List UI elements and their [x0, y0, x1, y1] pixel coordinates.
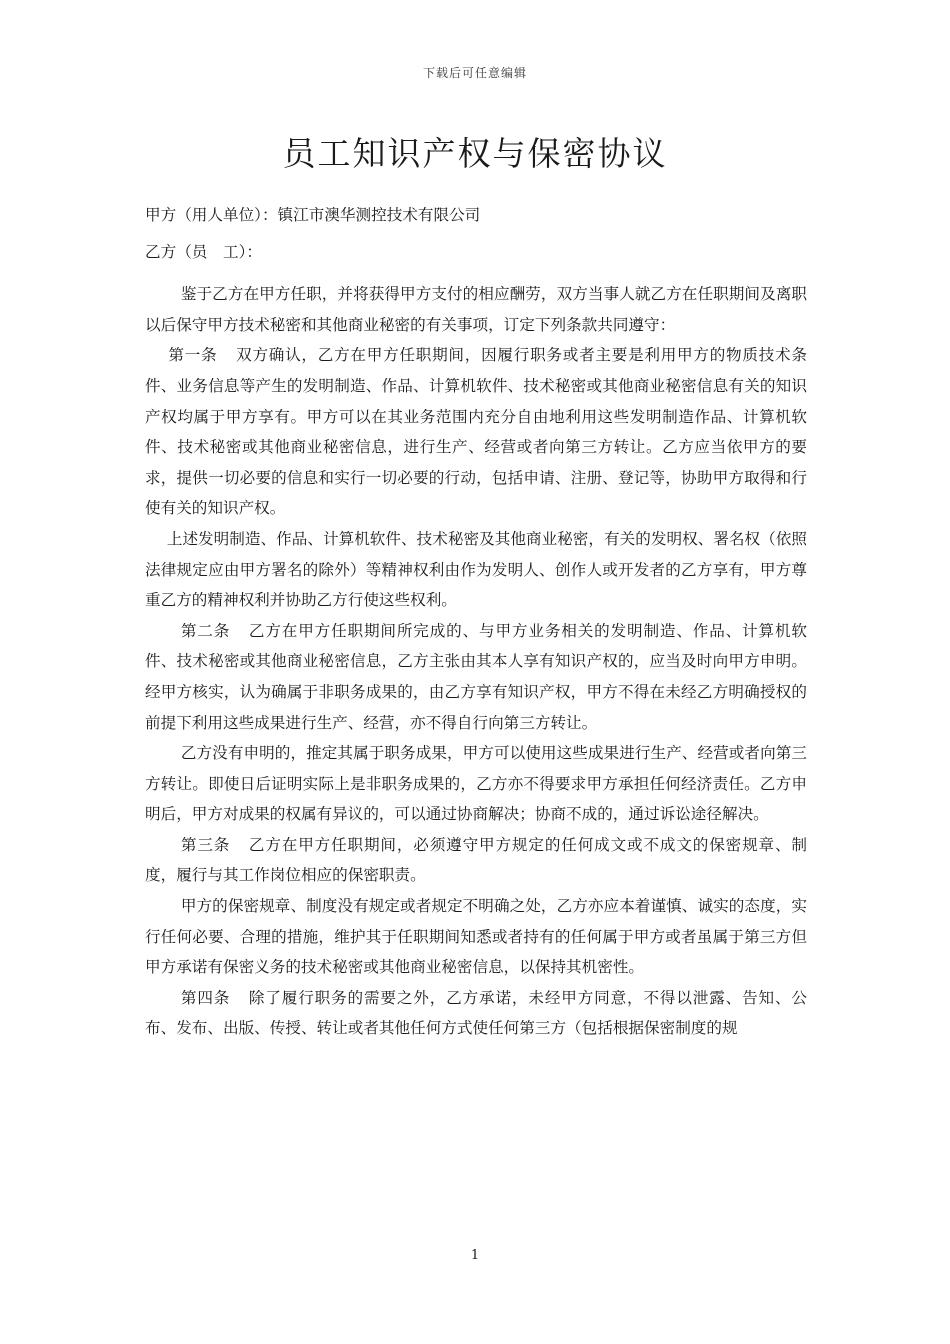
article-3-paragraph [145, 830, 807, 891]
article-2-title: 第二条 [180, 621, 231, 640]
article-1-title: 第一条 [168, 346, 218, 365]
page-number: 1 [470, 1248, 480, 1263]
party-b-line: 乙方（员 工）： [145, 242, 262, 261]
article-3-text: 乙方在甲方任职期间，必须遵守甲方规定的任何成文或不成文的保密规章、制度，履行与其工作岗位相应的保密职责。 [145, 835, 807, 885]
article-1-paragraph-2: 上述发明制造、作品、计算机软件、技术秘密及其他商业秘密，有关的发明权、署名权（依照法律规定应由甲方署名的除外）等精神权利由作为发明人、创作人或开发者的乙方享有，甲方尊重乙方的精神权利并协助乙方行使这些权利。 [145, 529, 807, 610]
article-1-text: 双方确认，乙方在甲方任职期间，因履行职务或者主要是利用甲方的物质技术条件、业务信息等产生的发明制造、作品、计算机软件、技术秘密或其他商业秘密信息有关的知识产权均属于甲方享有。甲方可以在其业务范围内充分自由地利用这些发明制造作品、计算机软件、技术秘密或其他商业秘密信息，进行生产、经营或者向第三方转让。乙方应当依甲方的要求，提供一切必要的信息和实行一切必要的行动，包括申请、注册、登记等，协助甲方取得和行使有关的知识产权。 [145, 346, 807, 518]
article-2-paragraph-2: 乙方没有申明的，推定其属于职务成果，甲方可以使用这些成果进行生产、经营或者向第三方转让。即使日后证明实际上是非职务成果的，乙方亦不得要求甲方承担任何经济责任。乙方申明后，甲方对成果的权属有异议的，可以通过协商解决；协商不成的，通过诉讼途径解决。 [145, 744, 807, 824]
article-3-title: 第三条 [180, 835, 231, 854]
preamble-paragraph: 鉴于乙方在甲方任职，并将获得甲方支付的相应酬劳，双方当事人就乙方在任职期间及离职以后保守甲方技术秘密和其他商业秘密的有关事项，订定下列条款共同遵守： [145, 285, 807, 334]
article-2-paragraph [145, 616, 807, 738]
party-a-line: 甲方（用人单位）：镇江市澳华测控技术有限公司 [145, 206, 481, 224]
article-4-text: 除了履行职务的需要之外，乙方承诺，未经甲方同意，不得以泄露、告知、公布、发布、出版、传授、转让或者其他任何方式使任何第三方（包括根据保密制度的规 [145, 988, 807, 1038]
article-1-paragraph [145, 340, 807, 524]
article-2-text: 乙方在甲方任职期间所完成的、与甲方业务相关的发明制造、作品、计算机软件、技术秘密或其他商业秘密信息，乙方主张由其本人享有知识产权的，应当及时向甲方申明。经甲方核实，认为确属于非职务成果的，由乙方享有知识产权，甲方不得在未经乙方明确授权的前提下利用这些成果进行生产、经营，亦不得自行向第三方转让。 [145, 621, 807, 732]
article-3-paragraph-2: 甲方的保密规章、制度没有规定或者规定不明确之处，乙方亦应本着谨慎、诚实的态度，实行任何必要、合理的措施，维护其于任职期间知悉或者持有的任何属于甲方或者虽属于第三方但甲方承诺有保密义务的技术秘密或其他商业秘密信息，以保持其机密性。 [145, 897, 807, 977]
article-4-title: 第四条 [180, 988, 231, 1007]
document-body [145, 200, 807, 1044]
header-note: 下载后可任意编辑 [422, 66, 527, 80]
document-title: 员工知识产权与保密协议 [282, 134, 668, 173]
article-4-paragraph [145, 983, 807, 1044]
